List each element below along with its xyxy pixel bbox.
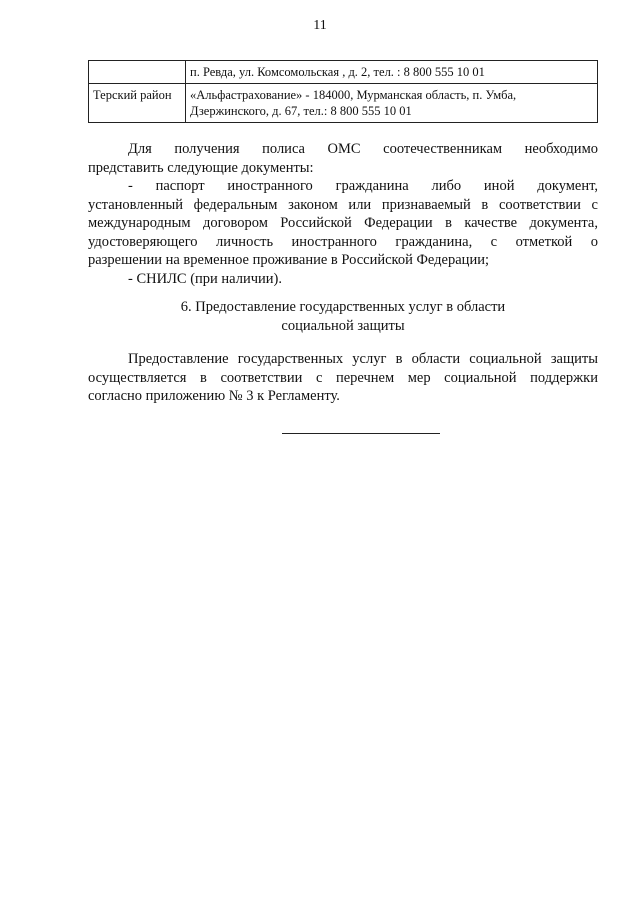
insurers-table [88, 60, 598, 123]
section-heading [88, 298, 598, 335]
social-services-paragraph [88, 350, 598, 406]
oms-item-line: удостоверяющего личность иностранного гражданина, с отметкой о [88, 233, 598, 250]
oms-item-line: - паспорт иностранного гражданина либо иной документ, [128, 178, 598, 194]
oms-item-line: установленный федеральным законом или признаваемый в соответствии с [88, 196, 598, 213]
address-line: Дзержинского, д. 67, тел.: 8 800 555 10 01 [190, 104, 412, 118]
oms-intro-line: Для получения полиса ОМС соотечественникам необходимо [128, 141, 598, 157]
address-cell [186, 61, 598, 84]
social-paragraph-line: согласно приложению № 3 к Регламенту. [88, 388, 340, 404]
oms-intro-line: представить следующие документы: [88, 159, 314, 176]
district-cell: Терский район [89, 84, 186, 123]
social-paragraph-line: осуществляется в соответствии с перечнем мер социальной поддержки [88, 369, 598, 386]
end-separator-line [282, 433, 440, 434]
table-row [89, 84, 598, 123]
oms-item-line: международным договором Российской Федерации в качестве документа, [88, 215, 598, 231]
address-line: «Альфастрахование» - 184000, Мурманская область, п. Умба, [190, 88, 517, 102]
section-heading-line: 6. Предоставление государственных услуг в области [180, 299, 506, 315]
oms-documents-paragraph [88, 140, 598, 288]
social-paragraph-line: Предоставление государственных услуг в области социальной защиты [128, 351, 598, 367]
section-heading-line: социальной защиты [281, 317, 405, 334]
address-line: п. Ревда, ул. Комсомольская , д. 2, тел. : 8 800 555 10 01 [190, 65, 485, 79]
table-row [89, 61, 598, 84]
oms-item-line: - СНИЛС (при наличии). [128, 270, 283, 287]
address-cell [186, 84, 598, 123]
oms-item-line: разрешении на временное проживание в Российской Федерации; [88, 252, 489, 268]
page-number: 11 [313, 18, 327, 33]
district-cell [89, 61, 186, 84]
